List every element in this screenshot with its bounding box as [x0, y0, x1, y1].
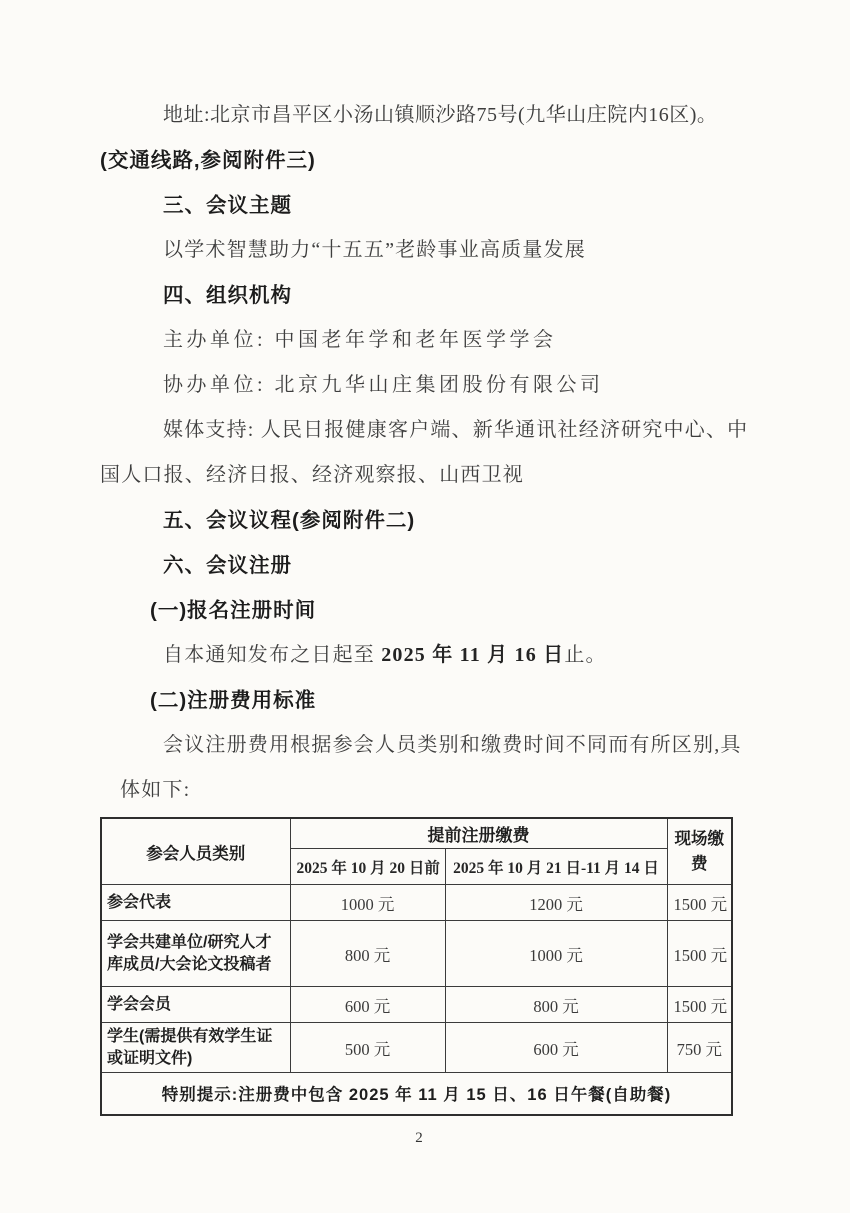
section-3-heading: 三、会议主题 — [163, 194, 292, 217]
fee-row-onsite: 1500 元 — [667, 987, 732, 1023]
header-onsite-payment: 现场缴费 — [667, 818, 732, 885]
page-number: 2 — [415, 1129, 423, 1146]
special-note: 特别提示:注册费中包含 2025 年 11 月 15 日、16 日午餐(自助餐) — [101, 1073, 732, 1115]
fee-row-early-before: 600 元 — [290, 987, 445, 1023]
fee-row-onsite: 1500 元 — [667, 921, 732, 987]
media-support-line-2: 国人口报、经济日报、经济观察报、山西卫视 — [100, 464, 524, 486]
section-5-heading: 五、会议议程(参阅附件二) — [163, 509, 416, 532]
fee-row-category: 学会会员 — [101, 987, 290, 1023]
registration-fee-table — [100, 817, 733, 1116]
fee-row-early-late: 800 元 — [445, 987, 667, 1023]
fee-row — [101, 921, 732, 987]
address-line: 地址:北京市昌平区小汤山镇顺沙路75号(九华山庄院内16区)。 — [163, 104, 718, 126]
cohost-unit-line: 协办单位: 北京九华山庄集团股份有限公司 — [163, 374, 604, 396]
fee-row-early-before: 1000 元 — [290, 885, 445, 921]
registration-period-line-segment: 止。 — [564, 644, 607, 666]
header-early-registration: 提前注册缴费 — [290, 818, 667, 849]
header-early-date-1: 2025 年 10 月 20 日前 — [290, 849, 445, 885]
fee-row — [101, 1023, 732, 1073]
fee-row-onsite: 750 元 — [667, 1023, 732, 1073]
fee-row-category: 学生(需提供有效学生证或证明文件) — [101, 1023, 290, 1073]
registration-period-line — [100, 633, 738, 678]
transport-note-line: (交通线路,参阅附件三) — [100, 149, 316, 172]
fee-row-early-late: 600 元 — [445, 1023, 667, 1073]
fee-row — [101, 885, 732, 921]
fee-row — [101, 987, 732, 1023]
sub-1-heading: (一)报名注册时间 — [150, 599, 317, 622]
fee-intro-line-1: 会议注册费用根据参会人员类别和缴费时间不同而有所区别,具 — [163, 734, 742, 756]
fee-row-category: 参会代表 — [101, 885, 290, 921]
section-4-heading: 四、组织机构 — [163, 284, 292, 307]
fee-row-early-late: 1200 元 — [445, 885, 667, 921]
fee-row-early-before: 800 元 — [290, 921, 445, 987]
fee-table-body — [101, 885, 732, 1073]
fee-row-onsite: 1500 元 — [667, 885, 732, 921]
header-category: 参会人员类别 — [101, 818, 290, 885]
header-early-date-2: 2025 年 10 月 21 日-11 月 14 日 — [445, 849, 667, 885]
host-unit-line: 主办单位: 中国老年学和老年医学学会 — [163, 329, 557, 351]
fee-row-category: 学会共建单位/研究人才库成员/大会论文投稿者 — [101, 921, 290, 987]
registration-period-line-segment: 2025 年 11 月 16 日 — [381, 644, 565, 666]
fee-row-early-late: 1000 元 — [445, 921, 667, 987]
fee-row-early-before: 500 元 — [290, 1023, 445, 1073]
conference-theme-line: 以学术智慧助力“十五五”老龄事业高质量发展 — [163, 239, 586, 261]
fee-table-footer — [101, 1073, 732, 1115]
fee-table-header — [101, 818, 732, 885]
registration-period-line-segment: 自本通知发布之日起至 — [163, 644, 382, 666]
fee-intro-line-2: 体如下: — [120, 779, 191, 801]
sub-2-heading: (二)注册费用标准 — [150, 689, 317, 712]
media-support-line-1: 媒体支持: 人民日报健康客户端、新华通讯社经济研究中心、中 — [163, 419, 749, 441]
document-body — [100, 93, 749, 813]
section-6-heading: 六、会议注册 — [163, 554, 292, 577]
